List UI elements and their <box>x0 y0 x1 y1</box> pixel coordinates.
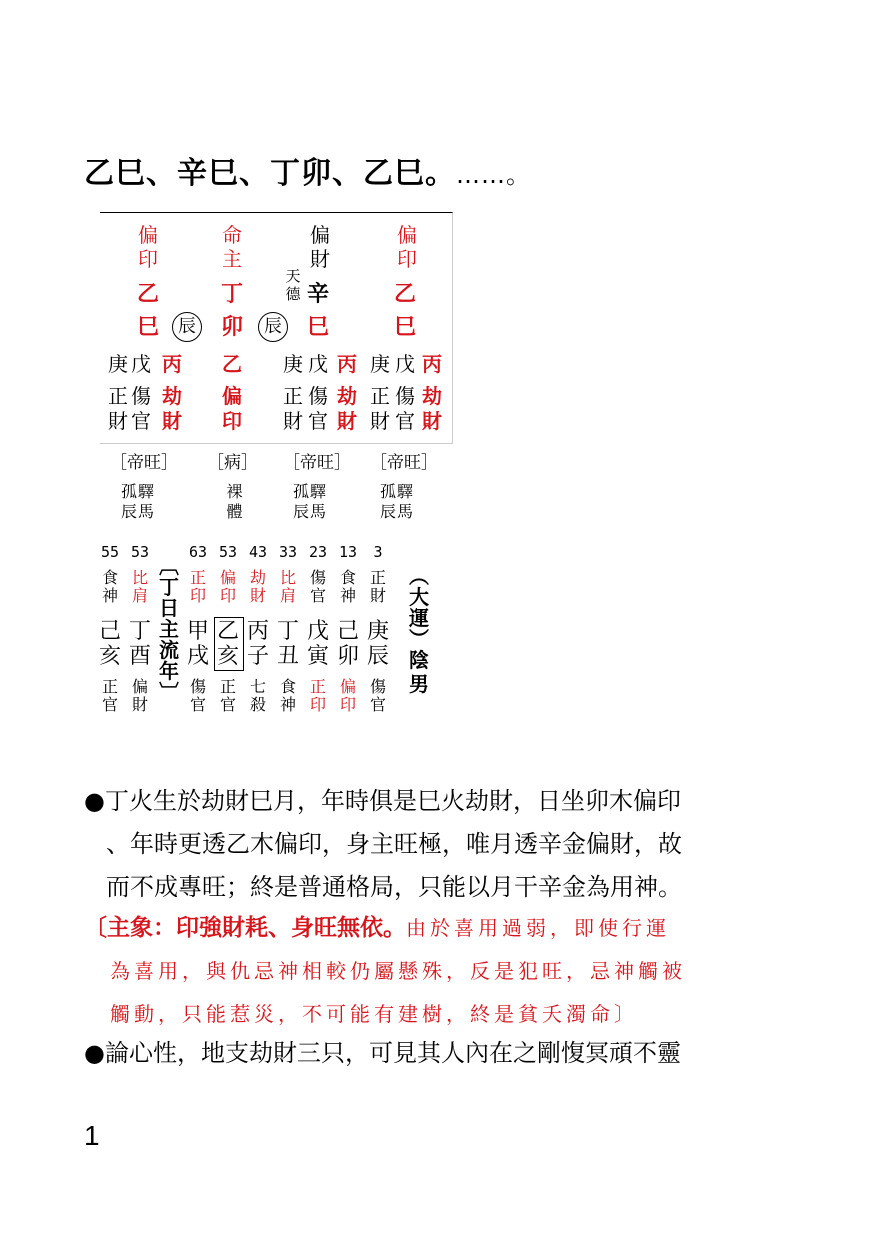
star-col3-1: 孤驛 <box>292 482 327 501</box>
star-col4-1: 孤驛 <box>379 482 414 501</box>
chen-circle-2: 辰 <box>258 312 288 342</box>
dayun-god-top-6-a: 傷 <box>309 568 326 587</box>
p2-line-3: 觸動，只能惹災，不可能有建樹，終是貧夭濁命〕 <box>110 1002 638 1026</box>
dayun-age-2: 63 <box>188 543 208 561</box>
col1-god2: 印 <box>138 247 158 271</box>
col3-god2: 財 <box>310 247 330 271</box>
col1-branch: 巳 <box>137 315 160 340</box>
stage-col3: ［帝旺］ <box>283 453 351 473</box>
dayun-branch-4: 子 <box>246 644 269 669</box>
dayun-god-top-8-a: 正 <box>369 568 386 587</box>
col1-hidden-3: 丙 <box>162 352 182 376</box>
dayun-god-bottom-8-b: 官 <box>369 695 386 714</box>
dayun-branch-6: 寅 <box>306 644 329 669</box>
col3-stem: 辛 <box>307 282 330 307</box>
dayun-god-bottom-4-a: 七 <box>249 677 266 696</box>
dayun-god-top-0-b: 神 <box>101 586 118 605</box>
star-col1-1: 孤驛 <box>120 482 155 501</box>
dayun-branch-0: 亥 <box>98 644 121 669</box>
dayun-god-bottom-4-b: 殺 <box>249 695 266 714</box>
p1-line-1: ●丁火生於劫財巳月，年時俱是巳火劫財，日坐卯木偏印 <box>84 787 681 815</box>
dayun-god-top-3-a: 偏 <box>219 568 236 587</box>
dayun-god-top-5-a: 比 <box>279 568 296 587</box>
dayun-god-top-6-b: 官 <box>309 586 326 605</box>
col3-h1-1: 正 <box>283 384 303 408</box>
col4-h2-3: 財 <box>422 409 442 433</box>
liunian-label-3: 主 <box>159 617 179 641</box>
col4-hidden-3: 丙 <box>422 352 442 376</box>
dayun-god-bottom-5-b: 神 <box>279 695 296 714</box>
col2-h2-1: 印 <box>222 409 242 433</box>
dayun-age-0: 55 <box>100 543 120 561</box>
col2-stem: 丁 <box>221 282 244 307</box>
dayun-age-4: 43 <box>248 543 268 561</box>
col2-god2: 主 <box>222 247 242 271</box>
star-col4-2: 辰馬 <box>379 502 414 521</box>
dayun-stem-7: 己 <box>336 619 359 644</box>
dayun-god-top-8-b: 財 <box>369 586 386 605</box>
dayun-age-8: 3 <box>373 543 383 561</box>
col3-hidden-3: 丙 <box>337 352 357 376</box>
dayun-god-bottom-6-b: 印 <box>309 695 326 714</box>
dayun-branch-7: 卯 <box>336 644 359 669</box>
col2-hidden-1: 乙 <box>222 352 242 376</box>
star-col2-1: 裸 <box>226 482 244 501</box>
col1-god1: 偏 <box>138 223 158 247</box>
p2-line-1: 由於喜用過弱，即使行運 <box>406 916 670 940</box>
dayun-label-3: ︶ <box>409 627 429 651</box>
col1-stem: 乙 <box>137 282 160 307</box>
title-tail: ……。 <box>456 161 531 189</box>
dayun-label-2: 運 <box>409 606 429 630</box>
col4-h2-2: 官 <box>395 409 415 433</box>
tiande-2: 德 <box>285 285 301 303</box>
dayun-god-top-1-b: 肩 <box>131 586 148 605</box>
col1-hidden-1: 庚 <box>108 352 128 376</box>
col3-branch: 巳 <box>307 315 330 340</box>
col3-hidden-2: 戊 <box>308 352 328 376</box>
dayun-stem-6: 戊 <box>306 619 329 644</box>
col1-h2-2: 官 <box>131 409 151 433</box>
star-col2-2: 體 <box>226 502 244 521</box>
col4-h2-1: 財 <box>370 409 390 433</box>
liunian-label-6: ︺ <box>159 680 179 704</box>
dayun-god-bottom-0-a: 正 <box>101 677 118 696</box>
dayun-god-top-7-a: 食 <box>339 568 356 587</box>
col2-god1: 命 <box>222 223 242 247</box>
title-main: 乙巳、辛巳、丁卯、乙巳。 <box>84 156 456 191</box>
col4-god2: 印 <box>397 247 417 271</box>
dayun-god-bottom-2-b: 官 <box>189 695 206 714</box>
col4-branch: 巳 <box>394 315 417 340</box>
stage-col4: ［帝旺］ <box>370 453 438 473</box>
chen-circle-1: 辰 <box>172 312 202 342</box>
col4-god1: 偏 <box>397 223 417 247</box>
col3-hidden-1: 庚 <box>283 352 303 376</box>
dayun-branch-3: 亥 <box>216 644 239 669</box>
dayun-god-bottom-3-b: 官 <box>219 695 236 714</box>
p1-line-3: 而不成專旺；終是普通格局，只能以月干辛金為用神。 <box>106 873 682 901</box>
col1-h2-3: 財 <box>162 409 182 433</box>
dayun-god-bottom-6-a: 正 <box>309 677 326 696</box>
dayun-god-top-7-b: 神 <box>339 586 356 605</box>
dayun-god-bottom-0-b: 官 <box>101 695 118 714</box>
dayun-god-bottom-7-b: 印 <box>339 695 356 714</box>
paragraph-1 <box>84 780 764 909</box>
star-col3-2: 辰馬 <box>292 502 327 521</box>
dayun-god-top-4-b: 財 <box>249 586 266 605</box>
dayun-stem-8: 庚 <box>366 619 389 644</box>
tiande-1: 天 <box>285 267 301 285</box>
liunian-label-5: 年 <box>159 659 179 683</box>
dayun-god-bottom-5-a: 食 <box>279 677 296 696</box>
col3-h2-2: 官 <box>308 409 328 433</box>
col3-h1-2: 傷 <box>308 384 328 408</box>
col3-h2-1: 財 <box>283 409 303 433</box>
dayun-stem-3: 乙 <box>216 619 239 644</box>
liunian-label-0: ︹ <box>159 554 179 578</box>
stage-col1: ［帝旺］ <box>110 453 178 473</box>
gender-label-1: 男 <box>409 672 429 696</box>
dayun-label-1: 大 <box>409 585 429 609</box>
dayun-age-5: 33 <box>278 543 298 561</box>
dayun-branch-8: 辰 <box>366 644 389 669</box>
col1-hidden-2: 戊 <box>131 352 151 376</box>
col4-stem: 乙 <box>394 282 417 307</box>
col3-h1-3: 劫 <box>337 384 357 408</box>
dayun-age-7: 13 <box>338 543 358 561</box>
dayun-age-1: 53 <box>130 543 150 561</box>
dayun-branch-1: 酉 <box>128 644 151 669</box>
liunian-label-2: 日 <box>159 596 179 620</box>
paragraph-2 <box>84 906 764 1036</box>
star-col1-2: 辰馬 <box>120 502 155 521</box>
p2-line-2: 為喜用，與仇忌神相較仍屬懸殊，反是犯旺，忌神觸被 <box>110 959 686 983</box>
dayun-branch-5: 丑 <box>276 644 299 669</box>
paragraph-3 <box>84 1032 764 1075</box>
dayun-stem-0: 己 <box>98 619 121 644</box>
dayun-god-top-4-a: 劫 <box>249 568 266 587</box>
gender-label-0: 陰 <box>409 648 429 672</box>
stage-col2: ［病］ <box>207 453 258 473</box>
page-title <box>84 148 531 192</box>
dayun-god-top-5-b: 肩 <box>279 586 296 605</box>
dayun-stem-1: 丁 <box>128 619 151 644</box>
col3-god1: 偏 <box>310 223 330 247</box>
liunian-label-4: 流 <box>159 638 179 662</box>
p2-bold: 〔主象：印強財耗、身旺無依。 <box>84 915 406 941</box>
dayun-god-top-0-a: 食 <box>101 568 118 587</box>
col4-h1-3: 劫 <box>422 384 442 408</box>
page-number: 1 <box>84 1120 100 1151</box>
p3-line-1: ●論心性，地支劫財三只，可見其人內在之剛愎冥頑不靈 <box>84 1039 681 1067</box>
col1-h1-1: 正 <box>108 384 128 408</box>
col1-h1-2: 傷 <box>131 384 151 408</box>
dayun-god-top-2-b: 印 <box>189 586 206 605</box>
col2-branch: 卯 <box>221 315 244 340</box>
col2-h1-1: 偏 <box>222 384 242 408</box>
col1-h2-1: 財 <box>108 409 128 433</box>
col4-h1-1: 正 <box>370 384 390 408</box>
dayun-god-bottom-2-a: 傷 <box>189 677 206 696</box>
dayun-god-bottom-1-a: 偏 <box>131 677 148 696</box>
col4-hidden-1: 庚 <box>370 352 390 376</box>
col1-h1-3: 劫 <box>162 384 182 408</box>
dayun-stem-2: 甲 <box>186 619 209 644</box>
dayun-god-top-1-a: 比 <box>131 568 148 587</box>
col4-h1-2: 傷 <box>395 384 415 408</box>
dayun-god-bottom-1-b: 財 <box>131 695 148 714</box>
dayun-stem-5: 丁 <box>276 619 299 644</box>
dayun-branch-2: 戌 <box>186 644 209 669</box>
dayun-age-6: 23 <box>308 543 328 561</box>
dayun-god-bottom-7-a: 偏 <box>339 677 356 696</box>
dayun-god-top-2-a: 正 <box>189 568 206 587</box>
dayun-age-3: 53 <box>218 543 238 561</box>
col4-hidden-2: 戊 <box>395 352 415 376</box>
liunian-label-1: 丁 <box>159 575 179 599</box>
dayun-god-top-3-b: 印 <box>219 586 236 605</box>
dayun-stem-4: 丙 <box>246 619 269 644</box>
dayun-god-bottom-3-a: 正 <box>219 677 236 696</box>
p1-line-2: 、年時更透乙木偏印，身主旺極，唯月透辛金偏財，故 <box>106 830 682 858</box>
dayun-god-bottom-8-a: 傷 <box>369 677 386 696</box>
col3-h2-3: 財 <box>337 409 357 433</box>
current-luck-box <box>214 617 244 671</box>
dayun-label-0: ︵ <box>409 564 429 588</box>
